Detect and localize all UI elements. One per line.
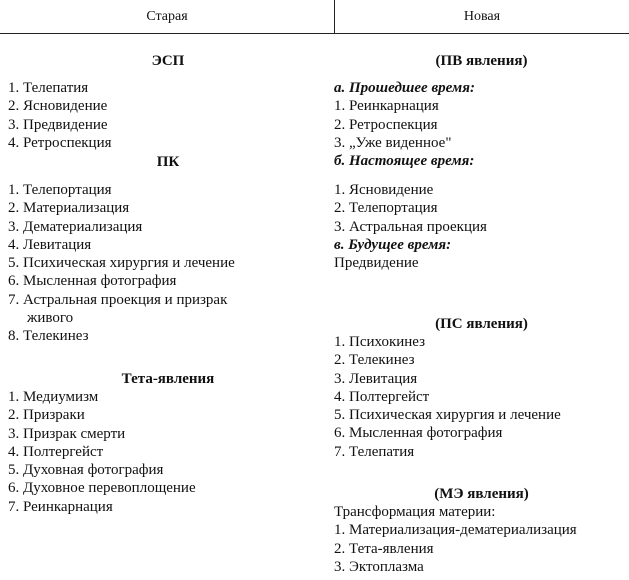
list-item: 7. Телепатия	[334, 443, 415, 460]
list-item: 8. Телекинез	[8, 328, 89, 345]
list-item: 4. Ретроспекция	[8, 134, 112, 151]
list-item: 1. Психокинез	[334, 334, 426, 350]
list-item: 5. Духовная фотография	[8, 462, 164, 479]
list-item: 3. Астральная проекция	[334, 218, 487, 235]
list-item: 2. Ретроспекция	[334, 116, 438, 133]
list-item: 1. Материализация-дематериализация	[334, 522, 577, 539]
list-item: 2. Ясновидение	[8, 98, 108, 115]
list-item: 3. Левитация	[334, 370, 418, 387]
section-title: ПК	[156, 154, 180, 170]
list-item: 4. Полтергейст	[8, 443, 104, 460]
list-item: 3. Предвидение	[8, 116, 108, 133]
esp-list	[8, 79, 328, 152]
list-item: 3. Призрак смерти	[8, 425, 126, 442]
list-item: 6. Мысленная фотография	[8, 273, 177, 290]
column-header-new: Новая	[463, 8, 501, 24]
ps-list	[334, 333, 629, 461]
list-item: 1. Ясновидение	[334, 182, 434, 198]
theta-list	[8, 388, 328, 516]
list-item: 1. Реинкарнация	[334, 98, 439, 115]
section-pv	[334, 52, 629, 70]
section-esp	[8, 52, 328, 70]
column-divider	[334, 0, 335, 33]
pv-present	[334, 181, 629, 272]
section-title: Тета-явления	[121, 371, 215, 387]
column-header-old: Старая	[146, 8, 188, 24]
list-item: 3. „Уже виденное"	[334, 134, 452, 151]
section-ps	[334, 315, 629, 333]
list-item-continuation: живого	[27, 310, 74, 327]
list-item: Предвидение	[334, 255, 419, 272]
list-item: 1. Телепортация	[8, 182, 112, 198]
list-item: 5. Психическая хирургия и лечение	[334, 407, 561, 424]
list-item: 2. Телекинез	[334, 352, 415, 369]
section-title: ЭСП	[151, 53, 185, 69]
subsection-label-past: а. Прошедшее время:	[334, 80, 475, 96]
list-item: 2. Телепортация	[334, 200, 438, 217]
list-item: 2. Призраки	[8, 407, 85, 424]
pv-past	[334, 79, 629, 170]
list-item: 1. Телепатия	[8, 80, 89, 96]
section-pk	[8, 153, 328, 171]
list-item: 7. Реинкарнация	[8, 498, 113, 515]
list-item: 5. Психическая хирургия и лечение	[8, 255, 235, 272]
section-title: (ПС явления)	[435, 316, 528, 332]
list-item: 6. Мысленная фотография	[334, 425, 503, 442]
me-list	[334, 503, 629, 576]
section-title: (МЭ явления)	[434, 486, 529, 502]
list-item: 2. Материализация	[8, 200, 130, 217]
list-item: 4. Полтергейст	[334, 388, 430, 405]
header-rule	[0, 33, 629, 34]
list-item: 7. Астральная проекция и призрак	[8, 291, 228, 308]
list-item: 4. Левитация	[8, 236, 92, 253]
section-theta	[8, 370, 328, 388]
list-item: 6. Духовное перевоплощение	[8, 480, 196, 497]
list-item: 1. Медиумизм	[8, 389, 99, 405]
list-item: 3. Эктоплазма	[334, 558, 424, 575]
pk-list	[8, 181, 328, 346]
list-item: 3. Дематериализация	[8, 218, 143, 235]
subsection-label-future: в. Будущее время:	[334, 236, 452, 253]
list-intro: Трансформация материи:	[334, 504, 496, 520]
list-item: 2. Тета-явления	[334, 540, 434, 557]
section-me	[334, 485, 629, 503]
section-title: (ПВ явления)	[435, 53, 528, 69]
subsection-label-present: б. Настоящее время:	[334, 153, 475, 170]
